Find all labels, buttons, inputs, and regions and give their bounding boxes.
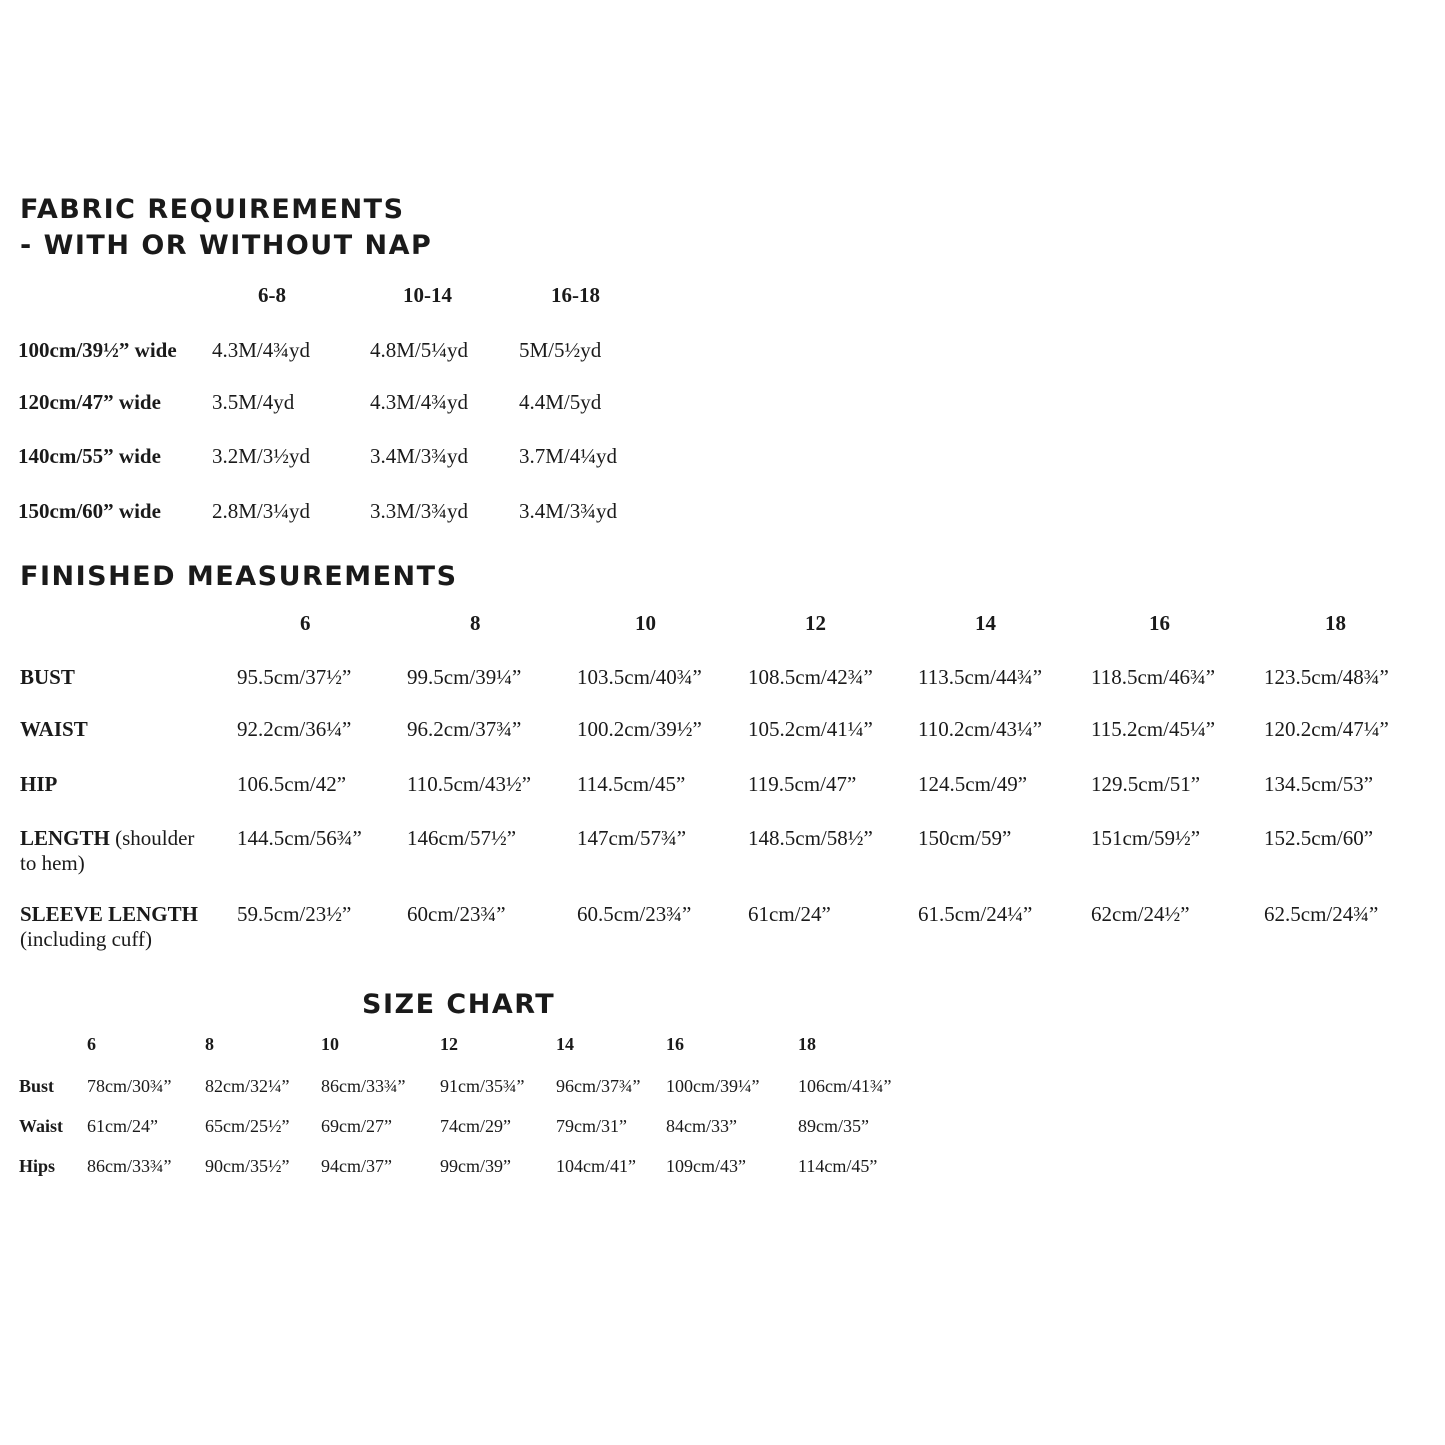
size-chart-value: 91cm/35¾” — [440, 1076, 525, 1096]
measurement-value: 152.5cm/60” — [1264, 826, 1374, 850]
size-chart-value: 79cm/31” — [556, 1116, 627, 1136]
size-chart-size-header: 16 — [666, 1034, 684, 1054]
measurement-value: 113.5cm/44¾” — [918, 665, 1043, 689]
size-chart-row-label: Bust — [19, 1076, 55, 1096]
measurement-value: 119.5cm/47” — [748, 772, 857, 796]
size-chart-value: 109cm/43” — [666, 1156, 746, 1176]
size-chart-size-header: 14 — [556, 1034, 574, 1054]
measurement-value: 118.5cm/46¾” — [1091, 665, 1216, 689]
size-chart-value: 100cm/39¼” — [666, 1076, 760, 1096]
measurement-value: 100.2cm/39½” — [577, 717, 702, 741]
finished-size-header: 8 — [470, 611, 481, 635]
measurement-value: 124.5cm/49” — [918, 772, 1028, 796]
size-chart-row-label: Hips — [19, 1156, 56, 1176]
size-chart-row-label: Waist — [19, 1116, 64, 1136]
measurement-value: 114.5cm/45” — [577, 772, 686, 796]
fabric-amount: 3.4M/3¾yd — [370, 444, 469, 468]
size-chart-value: 65cm/25½” — [205, 1116, 290, 1136]
fabric-amount: 3.7M/4¼yd — [519, 444, 618, 468]
size-chart-size-header: 6 — [87, 1034, 96, 1054]
fabric-size-header: 10-14 — [403, 283, 452, 307]
measurement-value: 60.5cm/23¾” — [577, 902, 692, 926]
fabric-amount: 5M/5½yd — [519, 338, 602, 362]
measurement-label: WAIST — [20, 717, 88, 741]
measurement-value: 61cm/24” — [748, 902, 831, 926]
fabric-amount: 3.2M/3½yd — [212, 444, 311, 468]
size-chart-size-header: 10 — [321, 1034, 339, 1054]
measurement-label: SLEEVE LENGTH — [20, 902, 198, 926]
fabric-amount: 4.3M/4¾yd — [212, 338, 311, 362]
measurement-value: 62cm/24½” — [1091, 902, 1190, 926]
fabric-amount: 4.4M/5yd — [519, 390, 602, 414]
measurement-value: 110.5cm/43½” — [407, 772, 532, 796]
measurement-value: 123.5cm/48¾” — [1264, 665, 1389, 689]
finished-measurements-title: FINISHED MEASUREMENTS — [20, 561, 458, 592]
measurement-value: 61.5cm/24¼” — [918, 902, 1033, 926]
measurement-label-note: (shoulder — [109, 826, 195, 850]
size-chart-value: 82cm/32¼” — [205, 1076, 290, 1096]
measurement-value: 148.5cm/58½” — [748, 826, 873, 850]
measurement-value: 129.5cm/51” — [1091, 772, 1201, 796]
measurement-value: 106.5cm/42” — [237, 772, 347, 796]
size-chart-value: 86cm/33¾” — [87, 1156, 172, 1176]
measurement-value: 96.2cm/37¾” — [407, 717, 522, 741]
size-chart-title: SIZE CHART — [362, 989, 556, 1020]
measurement-value: 99.5cm/39¼” — [407, 665, 522, 689]
measurement-value: 59.5cm/23½” — [237, 902, 352, 926]
size-chart-size-header: 8 — [205, 1034, 214, 1054]
measurement-value: 103.5cm/40¾” — [577, 665, 702, 689]
measurement-value: 60cm/23¾” — [407, 902, 506, 926]
measurement-value: 105.2cm/41¼” — [748, 717, 873, 741]
measurement-label-main: LENGTH — [20, 826, 110, 850]
finished-size-header: 18 — [1325, 611, 1346, 635]
measurement-value: 146cm/57½” — [407, 826, 517, 850]
size-chart-value: 78cm/30¾” — [87, 1076, 172, 1096]
size-chart-value: 94cm/37” — [321, 1156, 392, 1176]
size-chart-value: 86cm/33¾” — [321, 1076, 406, 1096]
size-chart-size-header: 12 — [440, 1034, 458, 1054]
size-chart-value: 90cm/35½” — [205, 1156, 290, 1176]
fabric-amount: 4.3M/4¾yd — [370, 390, 469, 414]
measurement-value: 95.5cm/37½” — [237, 665, 352, 689]
measurement-label-note: to hem) — [20, 851, 85, 875]
fabric-amount: 3.3M/3¾yd — [370, 499, 469, 523]
fabric-amount: 4.8M/5¼yd — [370, 338, 469, 362]
size-chart-value: 61cm/24” — [87, 1116, 158, 1136]
finished-size-header: 12 — [805, 611, 826, 635]
measurement-label: BUST — [20, 665, 75, 689]
measurement-value: 150cm/59” — [918, 826, 1012, 850]
fabric-width-label: 140cm/55” wide — [18, 444, 161, 468]
fabric-requirements-title: FABRIC REQUIREMENTS — [20, 194, 405, 225]
fabric-width-label: 120cm/47” wide — [18, 390, 161, 414]
size-chart-value: 89cm/35” — [798, 1116, 869, 1136]
size-chart-value: 69cm/27” — [321, 1116, 392, 1136]
fabric-size-header: 6-8 — [258, 283, 286, 307]
measurement-value: 120.2cm/47¼” — [1264, 717, 1389, 741]
measurement-value: 151cm/59½” — [1091, 826, 1201, 850]
fabric-width-label: 150cm/60” wide — [18, 499, 161, 523]
fabric-requirements-subtitle: - WITH OR WITHOUT NAP — [20, 230, 433, 261]
fabric-amount: 3.4M/3¾yd — [519, 499, 618, 523]
finished-size-header: 10 — [635, 611, 656, 635]
size-chart-value: 74cm/29” — [440, 1116, 511, 1136]
measurement-value: 134.5cm/53” — [1264, 772, 1374, 796]
measurement-value: 147cm/57¾” — [577, 826, 687, 850]
measurement-label-note: (including cuff) — [20, 927, 152, 951]
size-chart-size-header: 18 — [798, 1034, 816, 1054]
measurement-value: 62.5cm/24¾” — [1264, 902, 1379, 926]
measurement-value: 115.2cm/45¼” — [1091, 717, 1216, 741]
size-chart-value: 99cm/39” — [440, 1156, 511, 1176]
size-chart-value: 104cm/41” — [556, 1156, 636, 1176]
fabric-amount: 2.8M/3¼yd — [212, 499, 311, 523]
measurement-label — [20, 825, 194, 851]
fabric-size-header: 16-18 — [551, 283, 600, 307]
size-chart-value: 114cm/45” — [798, 1156, 878, 1176]
finished-size-header: 16 — [1149, 611, 1170, 635]
finished-size-header: 6 — [300, 611, 311, 635]
size-chart-value: 96cm/37¾” — [556, 1076, 641, 1096]
fabric-width-label: 100cm/39½” wide — [18, 338, 177, 362]
measurement-value: 110.2cm/43¼” — [918, 717, 1043, 741]
measurement-value: 108.5cm/42¾” — [748, 665, 873, 689]
measurement-value: 92.2cm/36¼” — [237, 717, 352, 741]
fabric-amount: 3.5M/4yd — [212, 390, 295, 414]
size-chart-value: 84cm/33” — [666, 1116, 737, 1136]
finished-size-header: 14 — [975, 611, 996, 635]
size-chart-value: 106cm/41¾” — [798, 1076, 892, 1096]
measurement-label: HIP — [20, 772, 58, 796]
measurement-value: 144.5cm/56¾” — [237, 826, 362, 850]
